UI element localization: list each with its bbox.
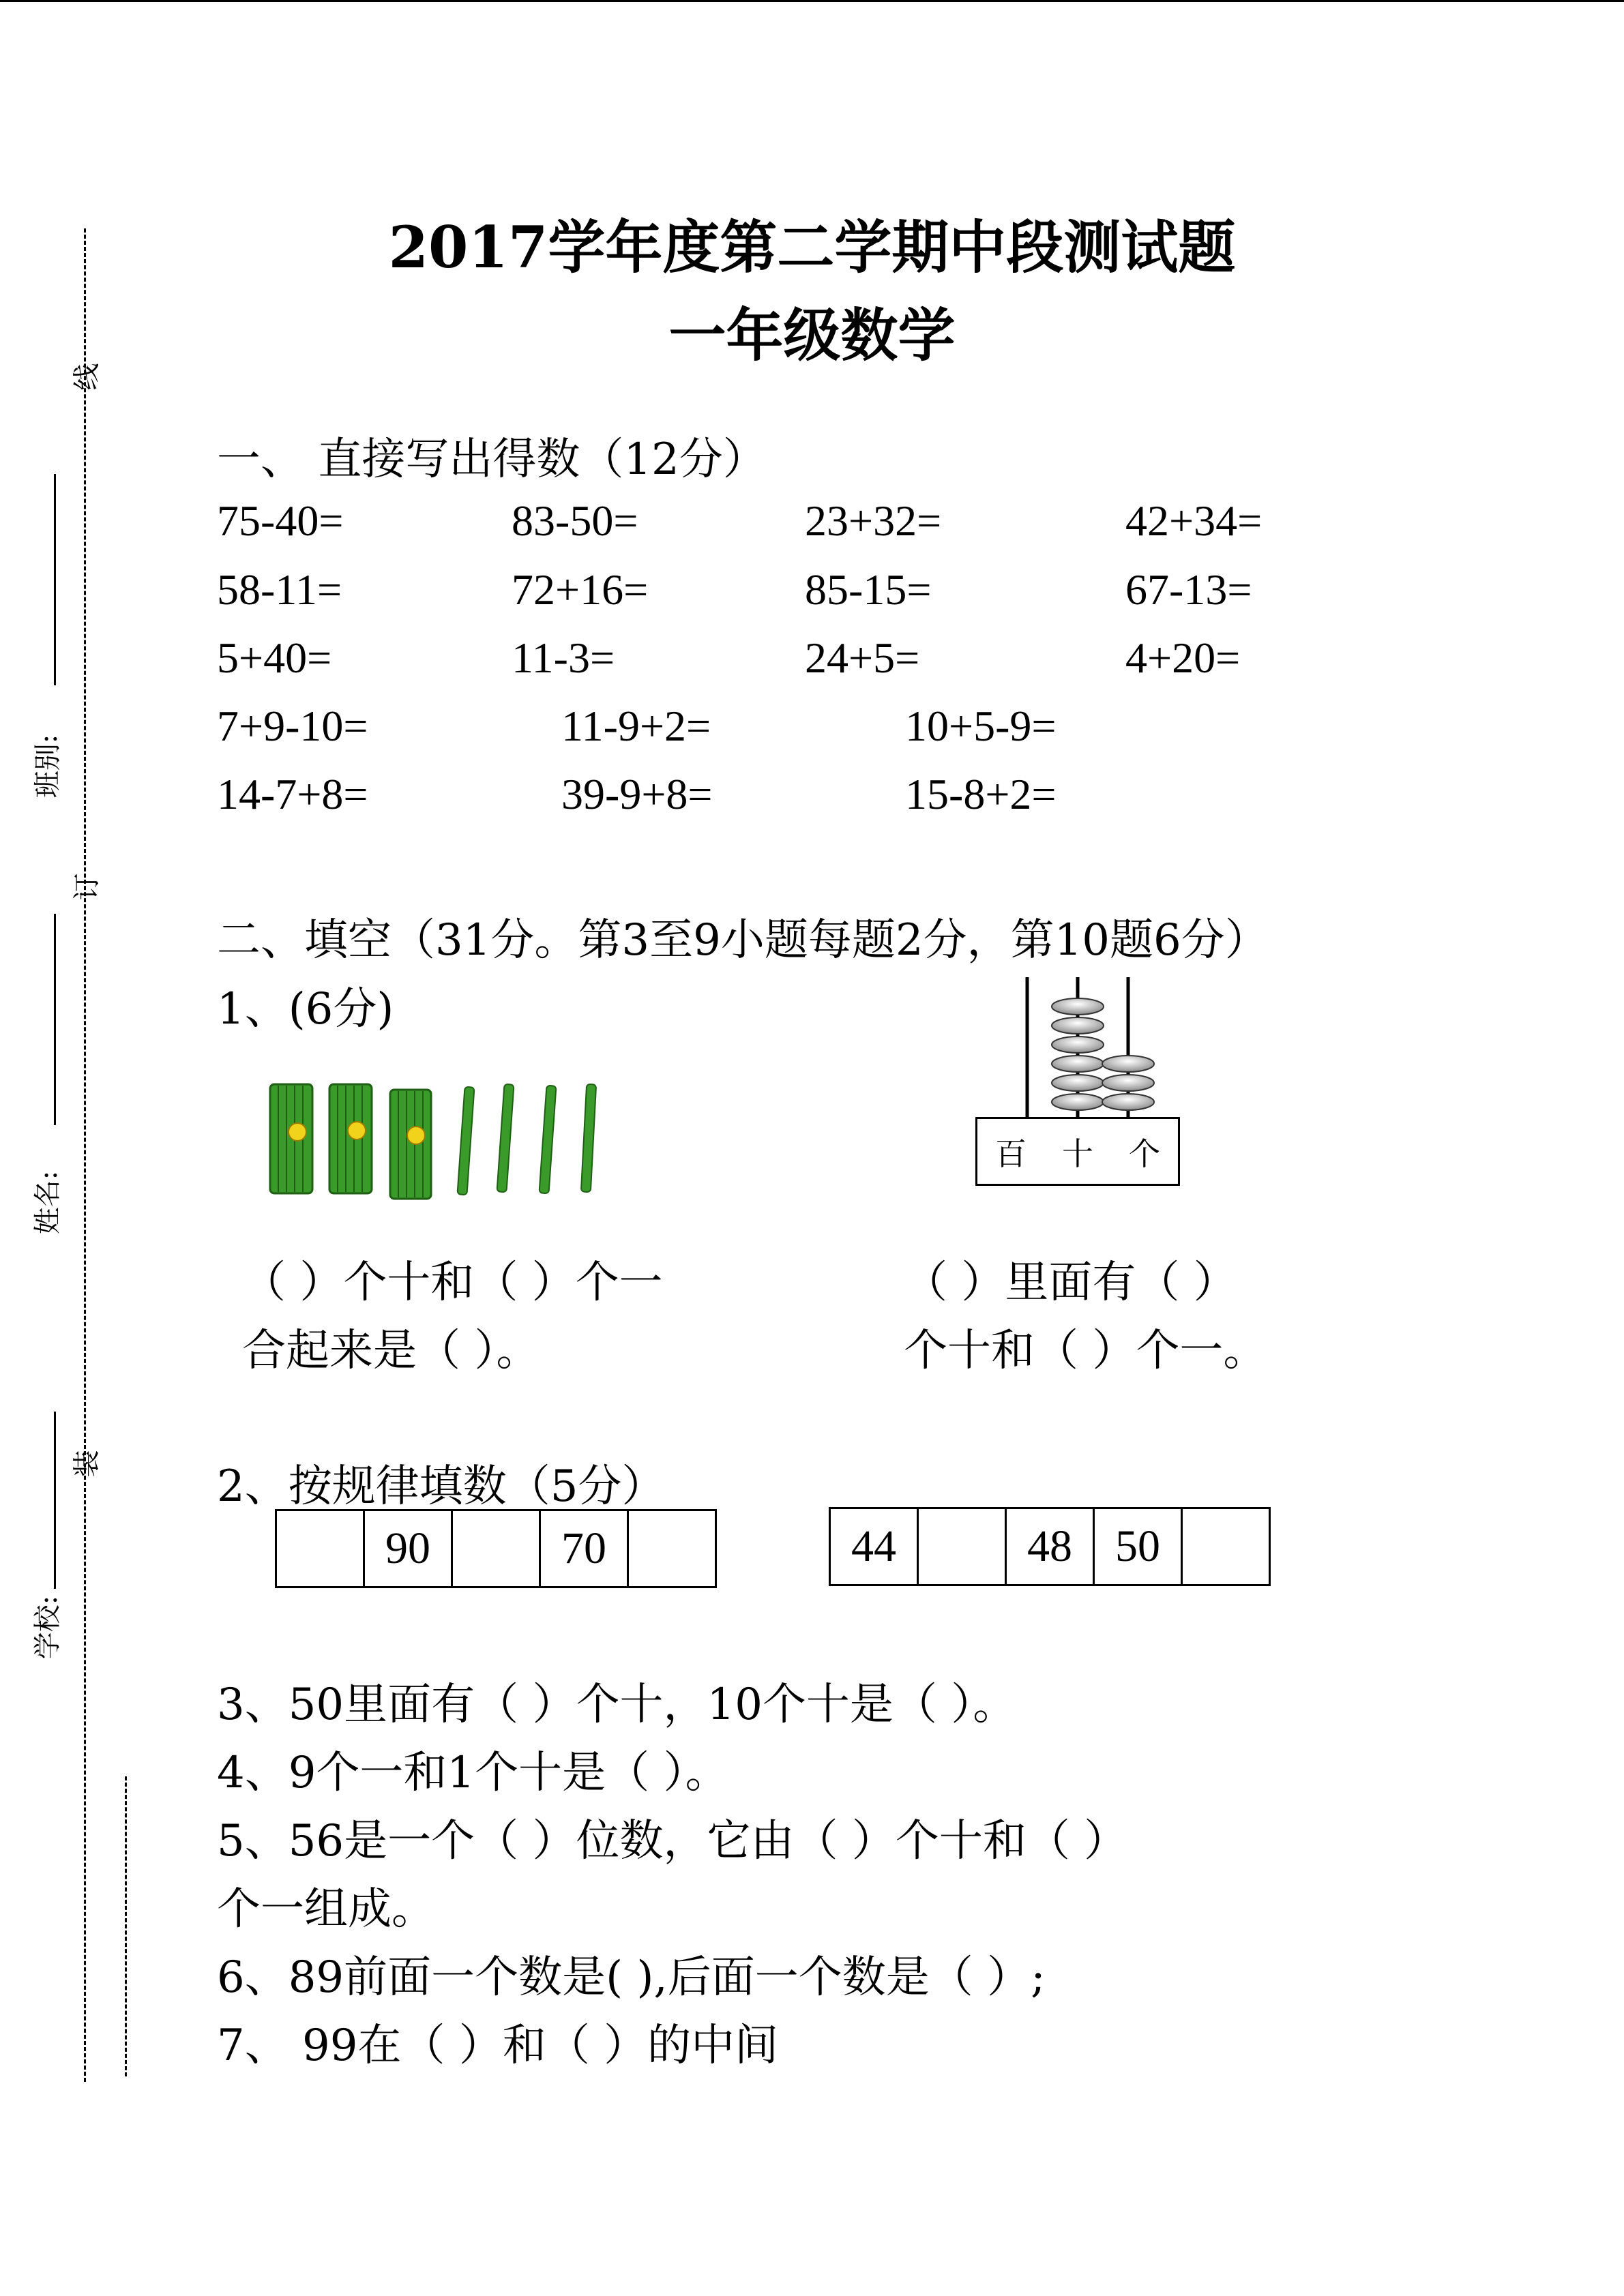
calc-item: 14-7+8= [217, 770, 368, 818]
stick-bundle [329, 1084, 372, 1193]
single-stick [581, 1084, 596, 1193]
calc-item: 85-15= [805, 565, 932, 614]
sequence-cell[interactable] [919, 1509, 1007, 1584]
bind-char: 装 [71, 1450, 103, 1478]
ones-beads [1102, 1056, 1154, 1110]
calc-item: 39-9+8= [561, 770, 713, 818]
page-subtitle: 一年级数学 [668, 301, 956, 369]
section1-heading: 一、 直接写出得数（12分） [217, 434, 767, 485]
sequence-row-2 [829, 1507, 1271, 1586]
page-title: 2017学年度第二学期中段测试题 [388, 213, 1236, 281]
q6: 6、89前面一个数是( ),后面一个数是（ ）; [217, 1952, 1046, 2003]
calc-item: 83-50= [512, 496, 638, 545]
single-stick [497, 1084, 514, 1193]
order-char: 订 [71, 873, 103, 901]
calc-item: 72+16= [512, 565, 649, 614]
line-char: 线 [71, 363, 103, 391]
calc-item: 42+34= [1125, 496, 1263, 545]
binding-dashed-line [84, 228, 86, 2082]
q1-right-line2: 个十和（ ）个一。 [904, 1326, 1267, 1376]
name-underline [54, 914, 56, 1125]
stick-bundle [390, 1090, 431, 1199]
section2-heading: 二、填空（31分。第3至9小题每题2分，第10题6分） [217, 915, 1269, 966]
class-label: 班别: [32, 734, 64, 799]
sequence-cell[interactable] [453, 1511, 541, 1586]
stick-bundle [270, 1084, 312, 1193]
abacus-label-tens: 十 [1062, 1135, 1093, 1172]
calc-item: 58-11= [217, 565, 342, 614]
sequence-cell[interactable] [629, 1511, 715, 1586]
sequence-cell: 70 [541, 1511, 629, 1586]
inner-dashed-line [125, 1776, 127, 2076]
q5-line2: 个一组成。 [217, 1884, 435, 1935]
calc-item: 24+5= [805, 633, 920, 682]
calc-item: 4+20= [1125, 633, 1241, 682]
q1-left-line2: 合起来是（ ）。 [242, 1326, 540, 1376]
abacus-rods [975, 974, 1180, 1120]
q2-label: 2、按规律填数（5分） [217, 1461, 666, 1512]
q3: 3、50里面有（ ）个十，10个十是（ ）。 [217, 1680, 1017, 1730]
school-underline [54, 1412, 56, 1589]
sequence-cell: 50 [1095, 1509, 1183, 1584]
q5-line1: 5、56是一个（ ）位数，它由（ ）个十和（ ） [217, 1816, 1128, 1866]
single-stick [458, 1087, 475, 1195]
name-label: 姓名: [32, 1170, 64, 1235]
abacus-base [975, 1117, 1180, 1186]
calc-item: 75-40= [217, 496, 344, 545]
abacus [975, 974, 1180, 1189]
sequence-row-1 [275, 1509, 717, 1588]
q7: 7、 99在（ ）和（ ）的中间 [217, 2021, 779, 2071]
calc-item: 67-13= [1125, 565, 1252, 614]
abacus-label-ones: 个 [1129, 1135, 1160, 1172]
sequence-cell: 90 [365, 1511, 453, 1586]
abacus-label-hundreds: 百 [995, 1135, 1027, 1172]
sequence-cell[interactable] [277, 1511, 365, 1586]
calc-item: 15-8+2= [905, 770, 1057, 818]
calc-item: 5+40= [217, 633, 332, 682]
q1-left-line1: （ ）个十和（ ）个一 [242, 1257, 663, 1308]
single-stick [540, 1086, 557, 1194]
school-label: 学校: [32, 1595, 64, 1660]
q1-right-line1: （ ）里面有（ ） [904, 1257, 1237, 1308]
calc-item: 10+5-9= [905, 702, 1057, 750]
sequence-cell: 48 [1007, 1509, 1095, 1584]
sequence-cell[interactable] [1183, 1509, 1269, 1584]
q4: 4、9个一和1个十是（ ）。 [217, 1748, 729, 1798]
calc-item: 11-9+2= [561, 702, 711, 750]
class-underline [54, 474, 56, 685]
sticks-illustration [265, 1077, 619, 1200]
calc-item: 7+9-10= [217, 702, 368, 750]
calc-item: 11-3= [512, 633, 615, 682]
sequence-cell: 44 [831, 1509, 919, 1584]
calc-item: 23+32= [805, 496, 942, 545]
top-border [0, 0, 1624, 2]
q1-label: 1、(6分) [217, 984, 394, 1034]
